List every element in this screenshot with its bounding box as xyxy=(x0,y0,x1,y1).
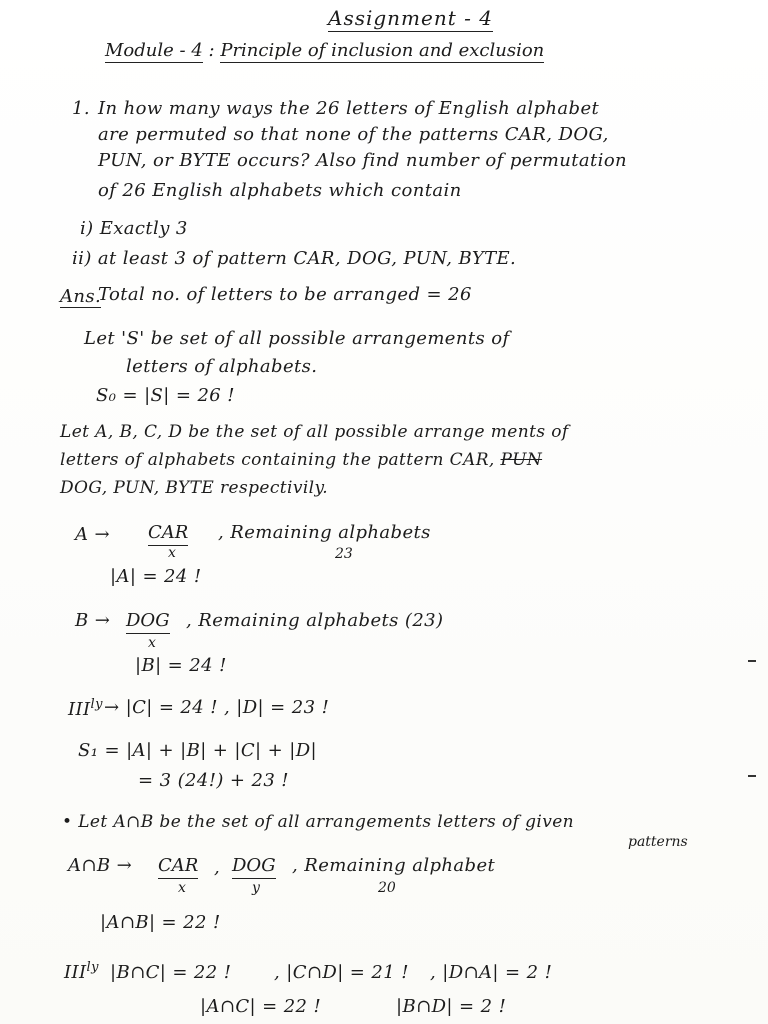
a-pattern-var: x xyxy=(168,545,176,561)
similarly-label: $III^{ly}$ xyxy=(68,697,103,720)
anb-remaining-count: 20 xyxy=(378,880,396,896)
question-sub-i: i) Exactly 3 xyxy=(80,218,188,239)
anb-pattern-2-var: y xyxy=(252,880,260,896)
struck-word: PUN xyxy=(500,450,543,470)
anb-pattern-1-var: x xyxy=(178,880,186,896)
intersection-definition-end: patterns xyxy=(628,834,688,850)
question-number: 1. xyxy=(72,98,90,119)
b-pattern-var: x xyxy=(148,635,156,651)
a-remaining: , Remaining alphabets xyxy=(218,522,431,543)
module-label: Module - 4 xyxy=(105,40,203,61)
question-sub-ii: ii) at least 3 of pattern CAR, DOG, PUN, BYTE. xyxy=(72,248,517,269)
module-separator: : xyxy=(208,40,215,61)
dna-cardinality: , |D∩A| = 2 ! xyxy=(430,962,553,983)
sets-abcd-line-2: letters of alphabets containing the pattern CAR, PUN xyxy=(60,450,543,470)
assignment-title: Assignment - 4 xyxy=(328,6,493,30)
anb-arrow: A∩B → xyxy=(68,855,133,876)
question-line-3: PUN, or BYTE occurs? Also find number of permutation xyxy=(98,150,628,171)
anb-pattern-1: CAR xyxy=(158,855,198,876)
bnc-cardinality: |B∩C| = 22 ! xyxy=(110,962,232,983)
question-line-1: In how many ways the 26 letters of English alphabet xyxy=(98,98,600,119)
b-cardinality: |B| = 24 ! xyxy=(135,655,227,676)
anb-separator: , xyxy=(214,857,221,878)
sets-abcd-line-3: DOG, PUN, BYTE respectivily. xyxy=(60,478,329,498)
margin-mark xyxy=(748,775,756,777)
module-heading xyxy=(105,40,544,61)
s0-equation: S₀ = |S| = 26 ! xyxy=(96,385,235,406)
answer-label: Ans. xyxy=(60,286,102,307)
c-d-cardinality: → |C| = 24 ! , |D| = 23 ! xyxy=(104,697,330,718)
a-cardinality: |A| = 24 ! xyxy=(110,566,202,587)
similarly-label-2: $III^{ly}$ xyxy=(64,960,99,983)
anb-cardinality: |A∩B| = 22 ! xyxy=(100,912,221,933)
anb-pattern-2: DOG xyxy=(232,855,276,876)
intersection-definition: • Let A∩B be the set of all arrangements letters of given xyxy=(62,812,575,832)
module-topic: Principle of inclusion and exclusion xyxy=(220,40,545,61)
anc-cardinality: |A∩C| = 22 ! xyxy=(200,996,322,1017)
a-pattern: CAR xyxy=(148,522,188,543)
anb-remaining: , Remaining alphabet xyxy=(292,855,496,876)
b-pattern: DOG xyxy=(126,610,170,631)
set-s-line-2: letters of alphabets. xyxy=(126,356,318,377)
question-line-2: are permuted so that none of the patterns CAR, DOG, xyxy=(98,124,609,145)
total-letters-line: Total no. of letters to be arranged = 26 xyxy=(98,284,472,305)
b-remaining: , Remaining alphabets (23) xyxy=(186,610,444,631)
margin-mark xyxy=(748,660,756,662)
b-arrow: B → xyxy=(75,610,111,631)
a-remaining-count: 23 xyxy=(335,546,353,562)
set-s-line-1: Let 'S' be set of all possible arrangements of xyxy=(84,328,510,349)
question-line-4: of 26 English alphabets which contain xyxy=(98,180,462,201)
sets-abcd-line-1: Let A, B, C, D be the set of all possible arrange ments of xyxy=(60,422,569,442)
a-arrow: A → xyxy=(75,524,111,545)
s1-result: = 3 (24!) + 23 ! xyxy=(138,770,289,791)
cnd-cardinality: , |C∩D| = 21 ! xyxy=(274,962,409,983)
bnd-cardinality: |B∩D| = 2 ! xyxy=(396,996,507,1017)
s1-equation: S₁ = |A| + |B| + |C| + |D| xyxy=(78,740,317,761)
